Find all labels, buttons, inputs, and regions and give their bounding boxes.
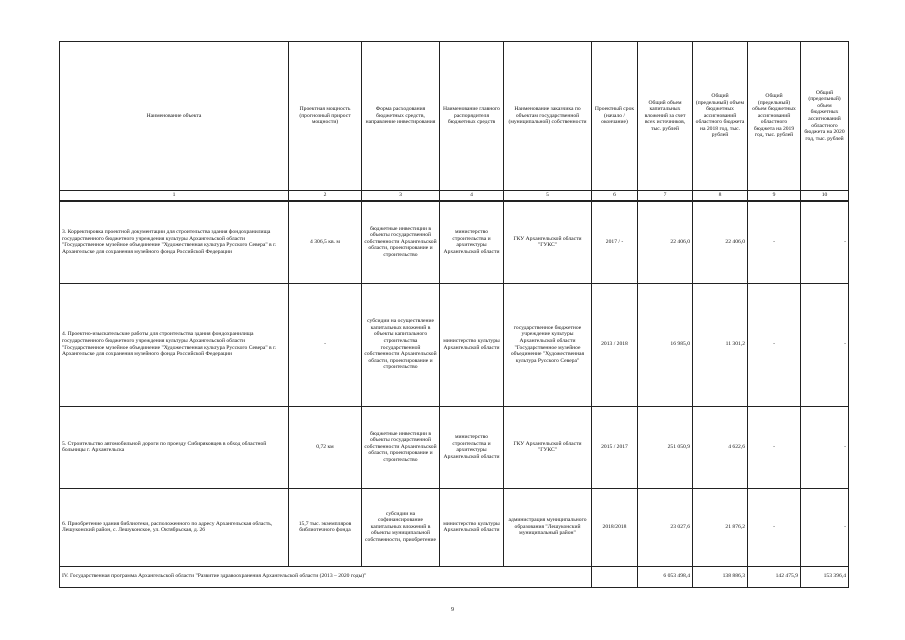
term: 2017 / - — [592, 201, 638, 283]
program-2020: 153 396,4 — [801, 566, 849, 587]
header-customer: Наименование заказчика по объектам государственной (муниципальной) собственности — [504, 42, 592, 191]
term: 2015 / 2017 — [592, 406, 638, 488]
budget-2019: - — [748, 488, 801, 566]
table-header-row — [60, 42, 849, 191]
budget-manager: министерство строительства и архитектуры Архангельской области — [440, 201, 504, 283]
program-total: 6 053 498,4 — [638, 566, 693, 587]
object-name: 6. Приобретение здания библиотеки, расположенного по адресу Архангельская область, Лешуконский район, с. Лешуконское, ул. Октябрьская, д. 26 — [60, 488, 289, 566]
budget-2018: 4 622,6 — [693, 406, 748, 488]
budget-2018: 11 301,2 — [693, 283, 748, 406]
customer: ГКУ Архангельской области "ГУКС" — [504, 201, 592, 283]
header-total-investment: Общий объем капитальных вложений за счет всех источников, тыс. рублей — [638, 42, 693, 191]
header-budget-manager: Наименование главного распорядителя бюджетных средств — [440, 42, 504, 191]
budget-2018: 21 876,2 — [693, 488, 748, 566]
budget-2019: - — [748, 201, 801, 283]
customer: администрация муниципального образования "Лешуконский муниципальный район" — [504, 488, 592, 566]
column-number: 10 — [801, 191, 849, 201]
header-spending-form: Форма расходования бюджетных средств, направление инвестирования — [362, 42, 440, 191]
program-title: IV. Государственная программа Архангельской области "Развитие здравоохранения Архангельской области (2013 – 2020 годы)" — [60, 566, 592, 587]
column-number: 4 — [440, 191, 504, 201]
column-number: 1 — [60, 191, 289, 201]
budget-manager: министерство культуры Архангельской области — [440, 283, 504, 406]
object-capacity: 0,72 км — [289, 406, 362, 488]
header-capacity: Проектная мощность (прогнозный прирост мощности) — [289, 42, 362, 191]
budget-2020: - — [801, 406, 849, 488]
column-number: 6 — [592, 191, 638, 201]
header-budget-2018: Общий (предельный) объем бюджетных ассигнований областного бюджета на 2018 год, тыс. рублей — [693, 42, 748, 191]
object-capacity: - — [289, 283, 362, 406]
table-row — [60, 406, 849, 488]
budget-2020: - — [801, 488, 849, 566]
term: 2013 / 2018 — [592, 283, 638, 406]
term: 2018/2018 — [592, 488, 638, 566]
table-row — [60, 283, 849, 406]
column-number: 9 — [748, 191, 801, 201]
spending-form: субсидии на осуществление капитальных вложений в объекты капитального строительства государственной собственности Архангельской области, проектирование и строительство — [362, 283, 440, 406]
budget-2020: - — [801, 283, 849, 406]
budget-2020: - — [801, 201, 849, 283]
program-term — [592, 566, 638, 587]
column-number: 2 — [289, 191, 362, 201]
table-row — [60, 201, 849, 283]
total-investment: 251 050,9 — [638, 406, 693, 488]
total-investment: 23 027,6 — [638, 488, 693, 566]
customer: ГКУ Архангельской области "ГУКС" — [504, 406, 592, 488]
column-number-row — [60, 191, 849, 201]
header-budget-2019: Общий (предельный) объем бюджетных ассигнований областного бюджета на 2019 год, тыс. рублей — [748, 42, 801, 191]
budget-manager: министерство культуры Архангельской области — [440, 488, 504, 566]
column-number: 7 — [638, 191, 693, 201]
total-investment: 16 985,0 — [638, 283, 693, 406]
investment-objects-table — [59, 41, 849, 588]
budget-2019: - — [748, 283, 801, 406]
object-capacity: 15,7 тыс. экземпляров библиотечного фонда — [289, 488, 362, 566]
object-name: 3. Корректировка проектной документации для строительства здания фондохранилища государственного бюджетного учреждения культуры Архангельской области "Государственное музейное объединение "Художественная культура Русского Севера" в г. Архангельске для сохранения музейного фонда Российской Федерации — [60, 201, 289, 283]
header-term: Проектный срок (начало / окончание) — [592, 42, 638, 191]
table-row — [60, 488, 849, 566]
header-budget-2020: Общий (предельный) объем бюджетных ассигнований областного бюджета на 2020 год, тыс. рублей — [801, 42, 849, 191]
budget-2019: - — [748, 406, 801, 488]
spending-form: бюджетные инвестиции в объекты государственной собственности Архангельской области, проектирование и строительство — [362, 406, 440, 488]
column-number: 8 — [693, 191, 748, 201]
column-number: 3 — [362, 191, 440, 201]
spending-form: бюджетные инвестиции в объекты государственной собственности Архангельской области, проектирование и строительство — [362, 201, 440, 283]
program-2018: 138 886,3 — [693, 566, 748, 587]
program-total-row — [60, 566, 849, 587]
customer: государственное бюджетное учреждение культуры Архангельской области "Государственное музейное объединение "Художественная культура Русского Севера" — [504, 283, 592, 406]
program-2019: 142 475,9 — [748, 566, 801, 587]
object-name: 4. Проектно-изыскательские работы для строительства здания фондохранилища государственного бюджетного учреждения культуры Архангельской области "Государственное музейное объединение "Художественная культура Русского Севера" в г. Архангельске для сохранения музейного фонда Российской Федерации — [60, 283, 289, 406]
object-capacity: 4 306,5 кв. м — [289, 201, 362, 283]
budget-manager: министерство строительства и архитектуры Архангельской области — [440, 406, 504, 488]
spending-form: субсидии на софинансирование капитальных вложений в объекты муниципальной собственности, приобретение — [362, 488, 440, 566]
header-object-name: Наименование объекта — [60, 42, 289, 191]
budget-2018: 22 406,0 — [693, 201, 748, 283]
total-investment: 22 406,0 — [638, 201, 693, 283]
object-name: 5. Строительство автомобильной дороги по проезду Сибиряковцев в обход областной больницы г. Архангельска — [60, 406, 289, 488]
page-number: 9 — [451, 607, 454, 613]
column-number: 5 — [504, 191, 592, 201]
